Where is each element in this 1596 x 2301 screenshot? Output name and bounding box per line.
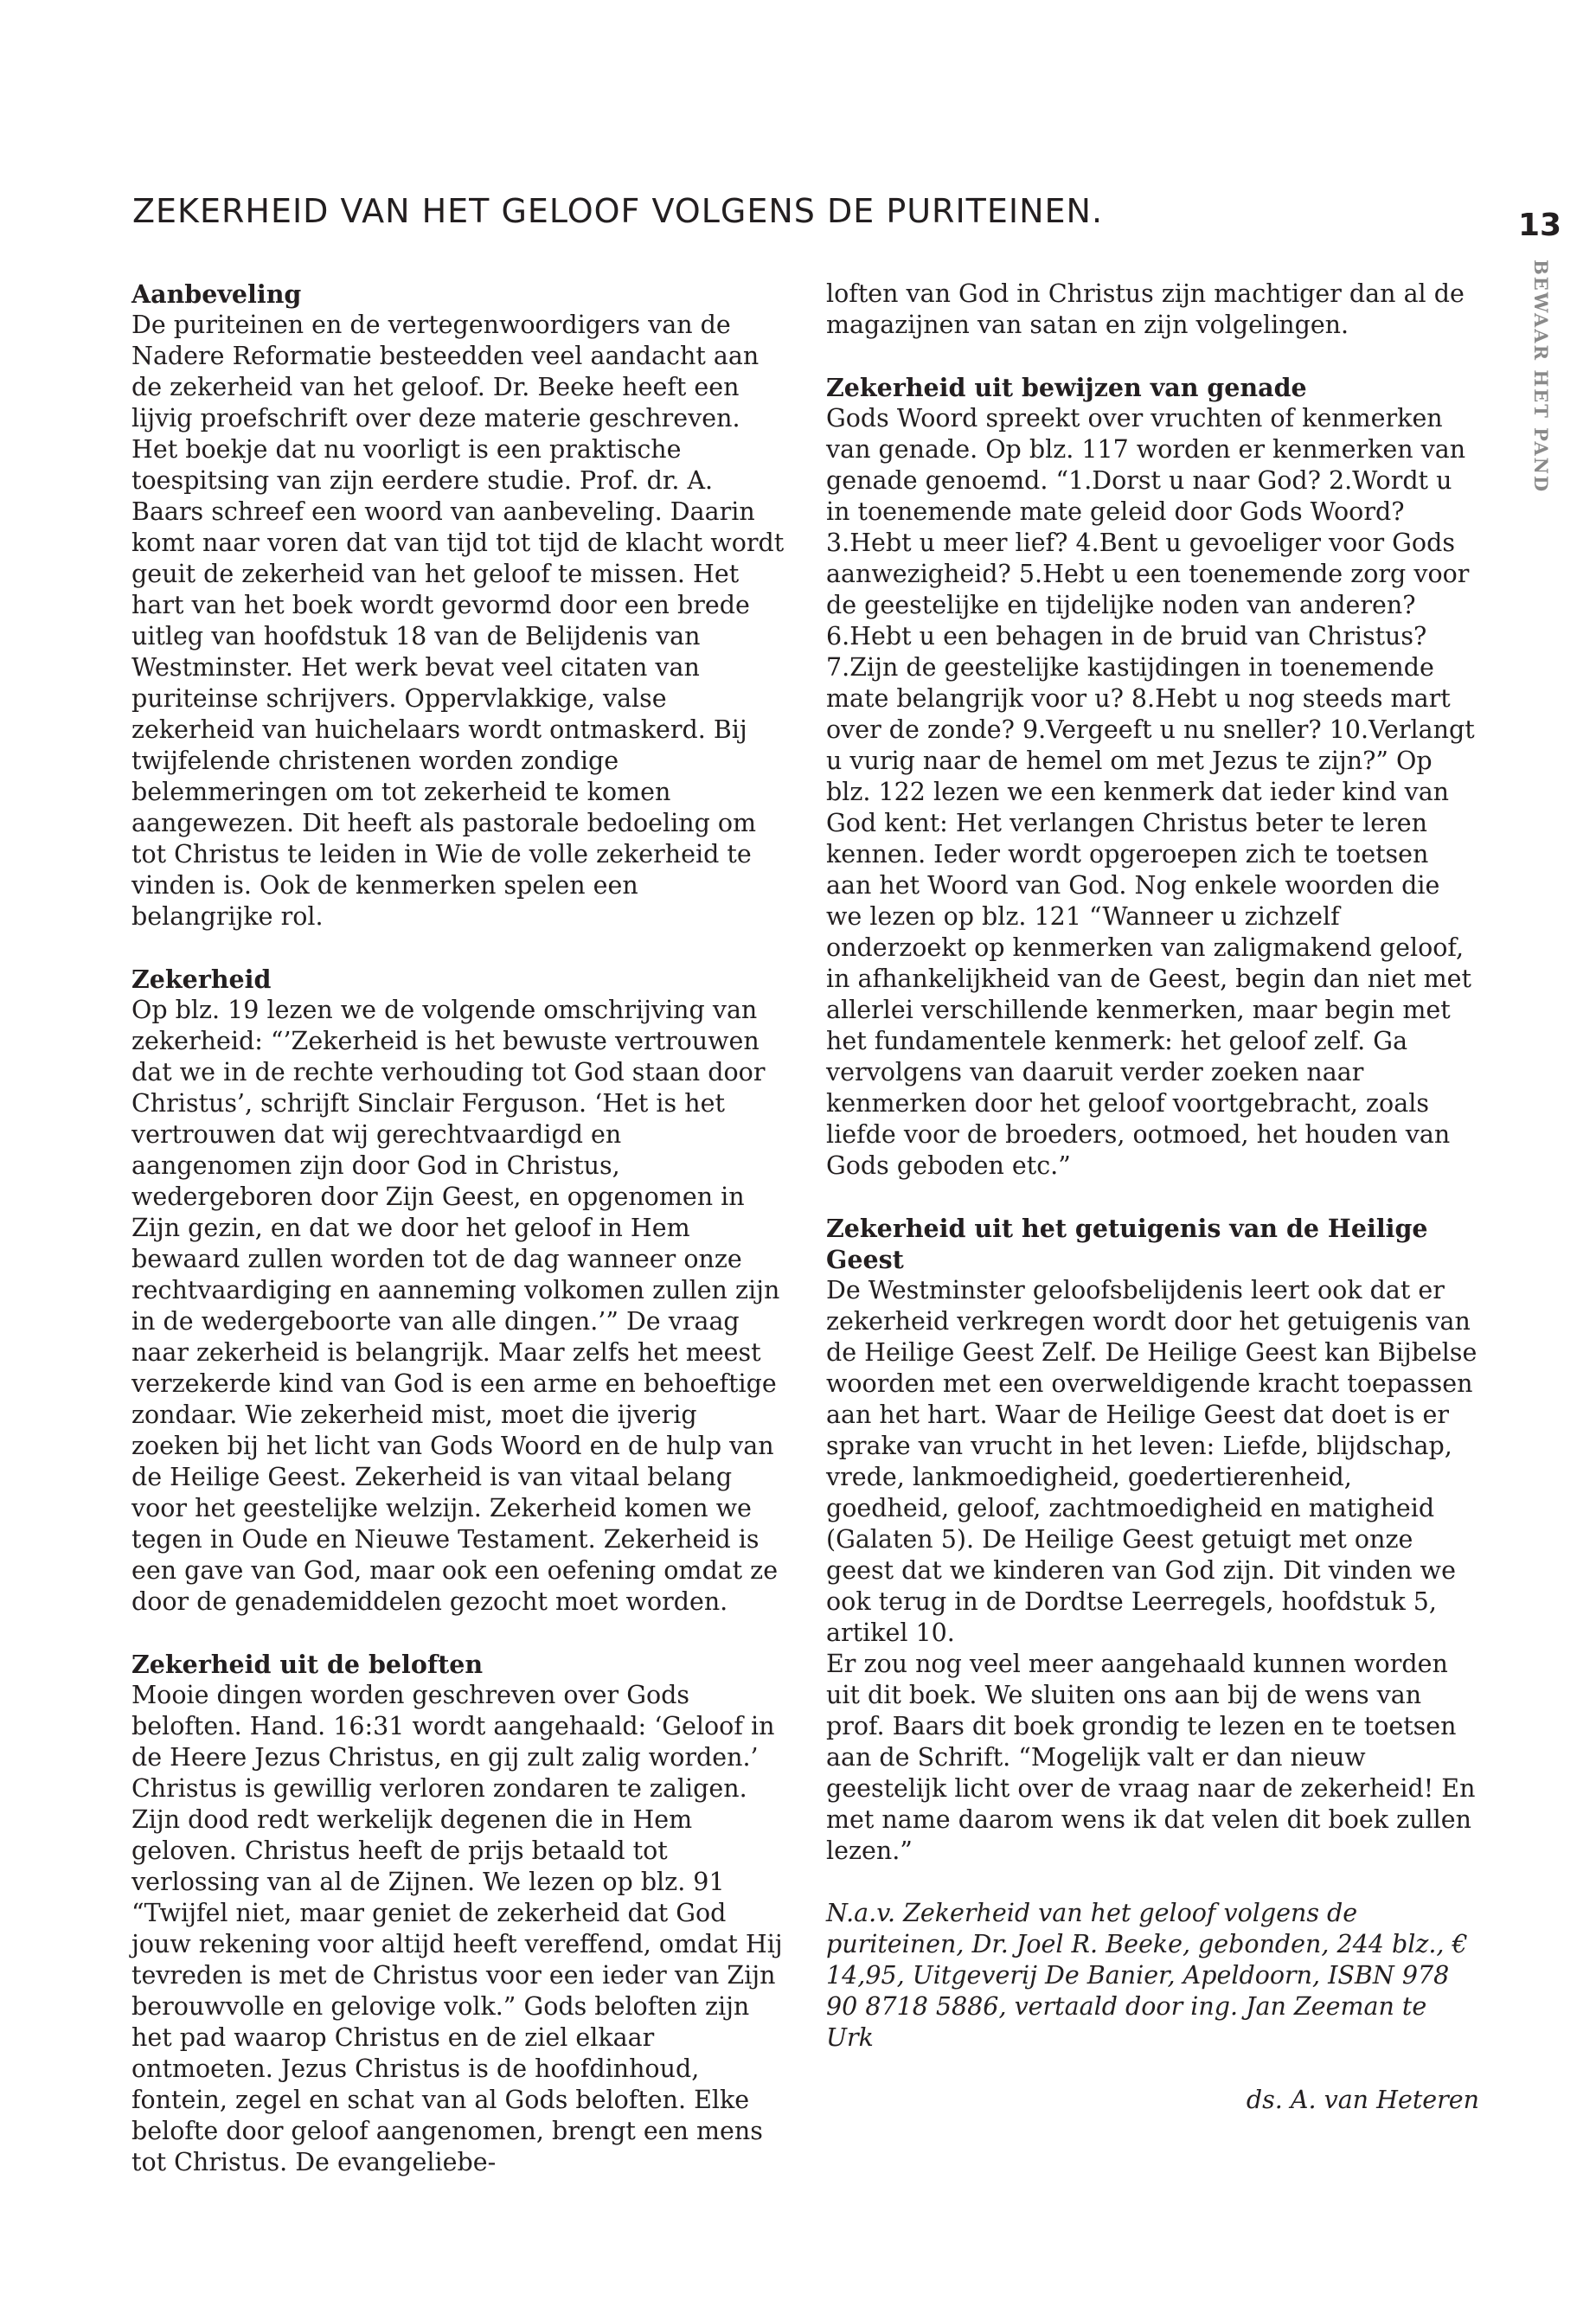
section-beloften (131, 1649, 785, 2178)
section-text: Gods Woord spreekt over vruchten of kenmerken van genade. Op blz. 117 worden er kenmerken van genade genoemd. “1.Dorst u naar God? 2.Wordt u in toenemende mate geleid door Gods Woord? 3.Hebt u meer lief? 4.Bent u gevoeliger voor Gods aanwezigheid? 5.Hebt u een toenemende zorg voor de geestelijke en tijdelijke noden van anderen? 6.Hebt u een behagen in de bruid van Christus? 7.Zijn de geestelijke kastijdingen in toenemende mate belangrijk voor u? 8.Hebt u nog steeds mart over de zonde? 9.Vergeeft u nu sneller? 10.Verlangt u vurig naar de hemel om met Jezus te zijn?” Op blz. 122 lezen we een kenmerk dat ieder kind van God kent: Het verlangen Christus beter te leren kennen. Ieder wordt opgeroepen zich te toetsen aan het Woord van God. Nog enkele woorden die we lezen op blz. 121 “Wanneer u zichzelf onderzoekt op kenmerken van zaligmakend geloof, in afhankelijkheid van de Geest, begin dan niet met allerlei verschillende kenmerken, maar begin met het fundamentele kenmerk: het geloof zelf. Ga vervolgens van daaruit verder zoeken naar kenmerken door het geloof voortgebracht, zoals liefde voor de broeders, ootmoed, het houden van Gods geboden etc.” (826, 404, 1475, 1180)
section-heading: Zekerheid uit bewijzen van genade (826, 373, 1307, 402)
section-text: De puriteinen en de vertegenwoordigers van de Nadere Reformatie besteedden veel aandacht aan de zekerheid van het geloof. Dr. Beeke heeft een lijvig proefschrift over deze materie geschreven. Het boekje dat nu voorligt is een praktische toespitsing van zijn eerdere studie. Prof. dr. A. Baars schreef een woord van aanbeveling. Daarin komt naar voren dat van tijd tot tijd de klacht wordt geuit de zekerheid van het geloof te missen. Het hart van het boek wordt gevormd door een brede uitleg van hoofdstuk 18 van de Belijdenis van Westminster. Het werk bevat veel citaten van puriteinse schrijvers. Oppervlakkige, valse zekerheid van huichelaars wordt ontmaskerd. Bij twijfelende christenen worden zondige belemmeringen om tot zekerheid te komen aangewezen. Dit heeft als pastorale bedoeling om tot Christus te leiden in Wie de volle zekerheid te vinden is. Ook de kenmerken spelen een belangrijke rol. (131, 311, 785, 931)
section-aanbeveling (131, 279, 785, 933)
left-column (131, 279, 785, 2178)
section-text: De Westminster geloofsbelijdenis leert ook dat er zekerheid verkregen wordt door het getuigenis van de Heilige Geest Zelf. De Heilige Geest kan Bijbelse woorden met een overweldigende kracht toepassen aan het hart. Waar de Heilige Geest dat doet is er sprake van vrucht in het leven: Liefde, blijdschap, vrede, lankmoedigheid, goedertierenheid, goedheid, geloof, zachtmoedigheid en matigheid (Galaten 5). De Heilige Geest getuigt met onze geest dat we kinderen van God zijn. Dit vinden we ook terug in de Dordtse Leerregels, hoofdstuk 5, artikel 10. (826, 1276, 1477, 1647)
section-text: Op blz. 19 lezen we de volgende omschrijving van zekerheid: “’Zekerheid is het bewuste vertrouwen dat we in de rechte verhouding tot God staan door Christus’, schrijft Sinclair Ferguson. ‘Het is het vertrouwen dat wij gerechtvaardigd en aangenomen zijn door God in Christus, wedergeboren door Zijn Geest, en opgenomen in Zijn gezin, en dat we door het geloof in Hem bewaard zullen worden tot de dag wanneer onze rechtvaardiging en aanneming volkomen zullen zijn in de wedergeboorte van alle dingen.’” De vraag naar zekerheid is belangrijk. Maar zelfs het meest verzekerde kind van God is een arme en behoeftige zondaar. Wie zekerheid mist, moet die ijverig zoeken bij het licht van Gods Woord en de hulp van de Heilige Geest. Zekerheid is van vitaal belang voor het geestelijke welzijn. Zekerheid komen we tegen in Oude en Nieuwe Testament. Zekerheid is een gave van God, maar ook een oefening omdat ze door de genademiddelen gezocht moet worden. (131, 996, 780, 1616)
section-text: Er zou nog veel meer aangehaald kunnen worden uit dit boek. We sluiten ons aan bij de wens van prof. Baars dit boek grondig te lezen en te toetsen aan de Schrift. “Mogelijk valt er dan nieuw geestelijk licht over de vraag naar de zekerheid! En met name daarom wens ik dat velen dit boek zullen lezen.” (826, 1650, 1476, 1865)
page-number: 13 (1518, 208, 1562, 243)
section-genade (826, 372, 1479, 1182)
section-text: Mooie dingen worden geschreven over Gods beloften. Hand. 16:31 wordt aangehaald: ‘Geloof in de Heere Jezus Christus, en gij zult zalig worden.’ Christus is gewillig verloren zondaren te zaligen. Zijn dood redt werkelijk degenen die in Hem geloven. Christus heeft de prijs betaald tot verlossing van al de Zijnen. We lezen op blz. 91 “Twijfel niet, maar geniet de zekerheid dat God jouw rekening voor altijd heeft vereffend, omdat Hij tevreden is met de Christus voor een ieder van Zijn berouwvolle en gelovige volk.” Gods beloften zijn het pad waarop Christus en de ziel elkaar ontmoeten. Jezus Christus is de hoofdinhoud, fontein, zegel en schat van al Gods beloften. Elke belofte door geloof aangenomen, brengt een mens tot Christus. De evangeliebe- (131, 1681, 783, 2176)
section-heading: Zekerheid (131, 965, 272, 994)
source-citation: N.a.v. Zekerheid van het geloof volgens de puriteinen, Dr. Joel R. Beeke, gebonden, 244 blz., € 14,95, Uitgeverij De Banier, Apeldoorn, ISBN 978 90 8718 5886, vertaald door ing. Jan Zeeman te Urk (826, 1899, 1468, 2052)
right-column (826, 279, 1479, 2116)
section-zekerheid (131, 964, 785, 1618)
author-signature: ds. A. van Heteren (1246, 2086, 1479, 2114)
continuation-text: loften van God in Christus zijn machtiger dan al de magazijnen van satan en zijn volgelingen. (826, 279, 1465, 339)
page-title: ZEKERHEID VAN HET GELOOF VOLGENS DE PURITEINEN. (132, 192, 1104, 230)
section-heading: Zekerheid uit de beloften (131, 1650, 484, 1679)
section-getuigenis (826, 1213, 1479, 1867)
section-heading: Aanbeveling (131, 279, 302, 309)
section-heading: Zekerheid uit het getuigenis van de Heilige Geest (826, 1214, 1428, 1274)
running-head: BEWAAR HET PAND (1530, 260, 1552, 494)
